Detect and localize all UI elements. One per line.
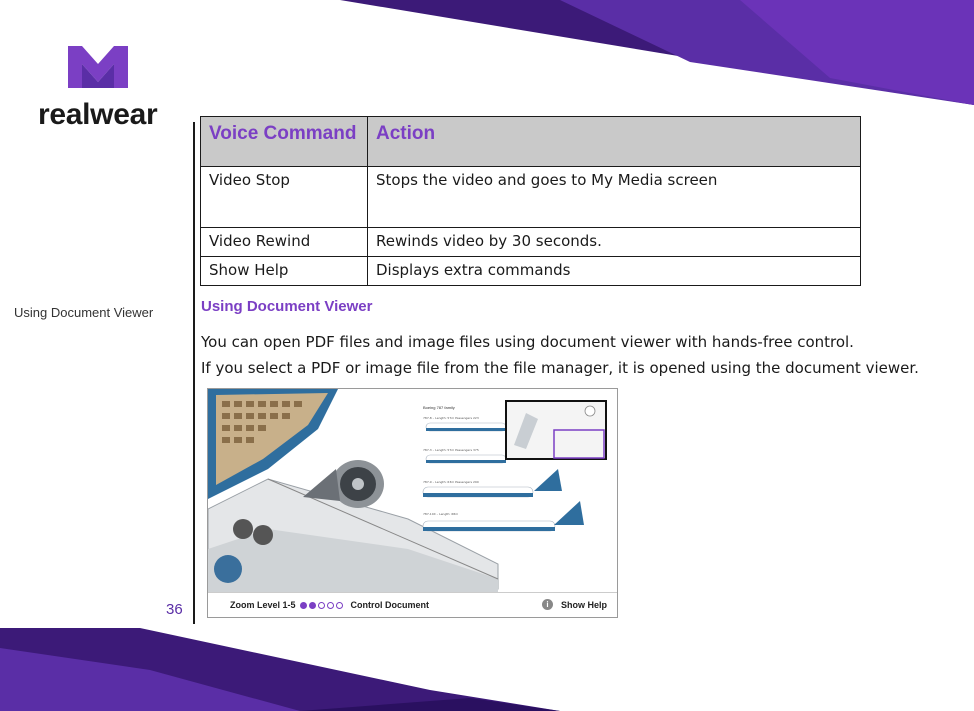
document-viewer-screenshot [207, 388, 618, 618]
action-cell: Stops the video and goes to My Media screen [368, 167, 861, 228]
header-voice-command: Voice Command [201, 117, 368, 167]
zoom-dot-empty [336, 602, 343, 609]
command-cell: Video Rewind [201, 228, 368, 257]
table-row [201, 228, 861, 257]
info-icon: i [542, 599, 553, 610]
action-cell: Displays extra commands [368, 257, 861, 286]
table-row [201, 167, 861, 228]
control-document-label: Control Document [350, 600, 430, 610]
realwear-logo [38, 46, 162, 132]
zoom-dot-empty [318, 602, 325, 609]
show-help-label: Show Help [560, 599, 607, 610]
svg-text:787-8 – Length: 57m Passengers: 787-8 – Length: 57m Passengers 223 [423, 416, 479, 420]
page-number: 36 [166, 601, 183, 618]
table-header-row [201, 117, 861, 167]
table-row [201, 257, 861, 286]
logo-wordmark: realwear [38, 98, 158, 131]
svg-text:787-3 – Length: 57m Passengers: 787-3 – Length: 57m Passengers 375 [423, 448, 479, 452]
svg-text:787-9 – Length: 63m Passengers: 787-9 – Length: 63m Passengers 290 [423, 480, 479, 484]
action-cell: Rewinds video by 30 seconds. [368, 228, 861, 257]
zoom-level-label: Zoom Level 1-5 [230, 600, 296, 610]
aircraft-variant [423, 416, 506, 431]
command-cell: Show Help [201, 257, 368, 286]
aircraft-variant [423, 501, 584, 531]
section-side-label: Using Document Viewer [14, 305, 154, 320]
voice-command-table [200, 116, 861, 286]
zoom-dot-empty [327, 602, 334, 609]
zoom-dot-filled [309, 602, 316, 609]
aircraft-variant [423, 469, 562, 497]
paragraph: If you select a PDF or image file from the file manager, it is opened using the document viewer. [201, 359, 919, 377]
header-action: Action [368, 117, 861, 167]
vertical-divider [193, 122, 195, 624]
paragraph: You can open PDF files and image files using document viewer with hands-free control. [201, 333, 854, 351]
show-help-hint [542, 599, 607, 610]
doc-title-text: Boeing 787 family [423, 405, 455, 410]
realwear-logo-icon [68, 46, 128, 88]
viewer-status-bar [208, 592, 617, 617]
zoom-dot-filled [300, 602, 307, 609]
aircraft-illustration [208, 389, 617, 592]
command-cell: Video Stop [201, 167, 368, 228]
section-heading: Using Document Viewer [201, 298, 373, 315]
zoom-level-indicator [300, 600, 345, 610]
svg-text:787-10X – Length: 68m: 787-10X – Length: 68m [423, 512, 459, 516]
